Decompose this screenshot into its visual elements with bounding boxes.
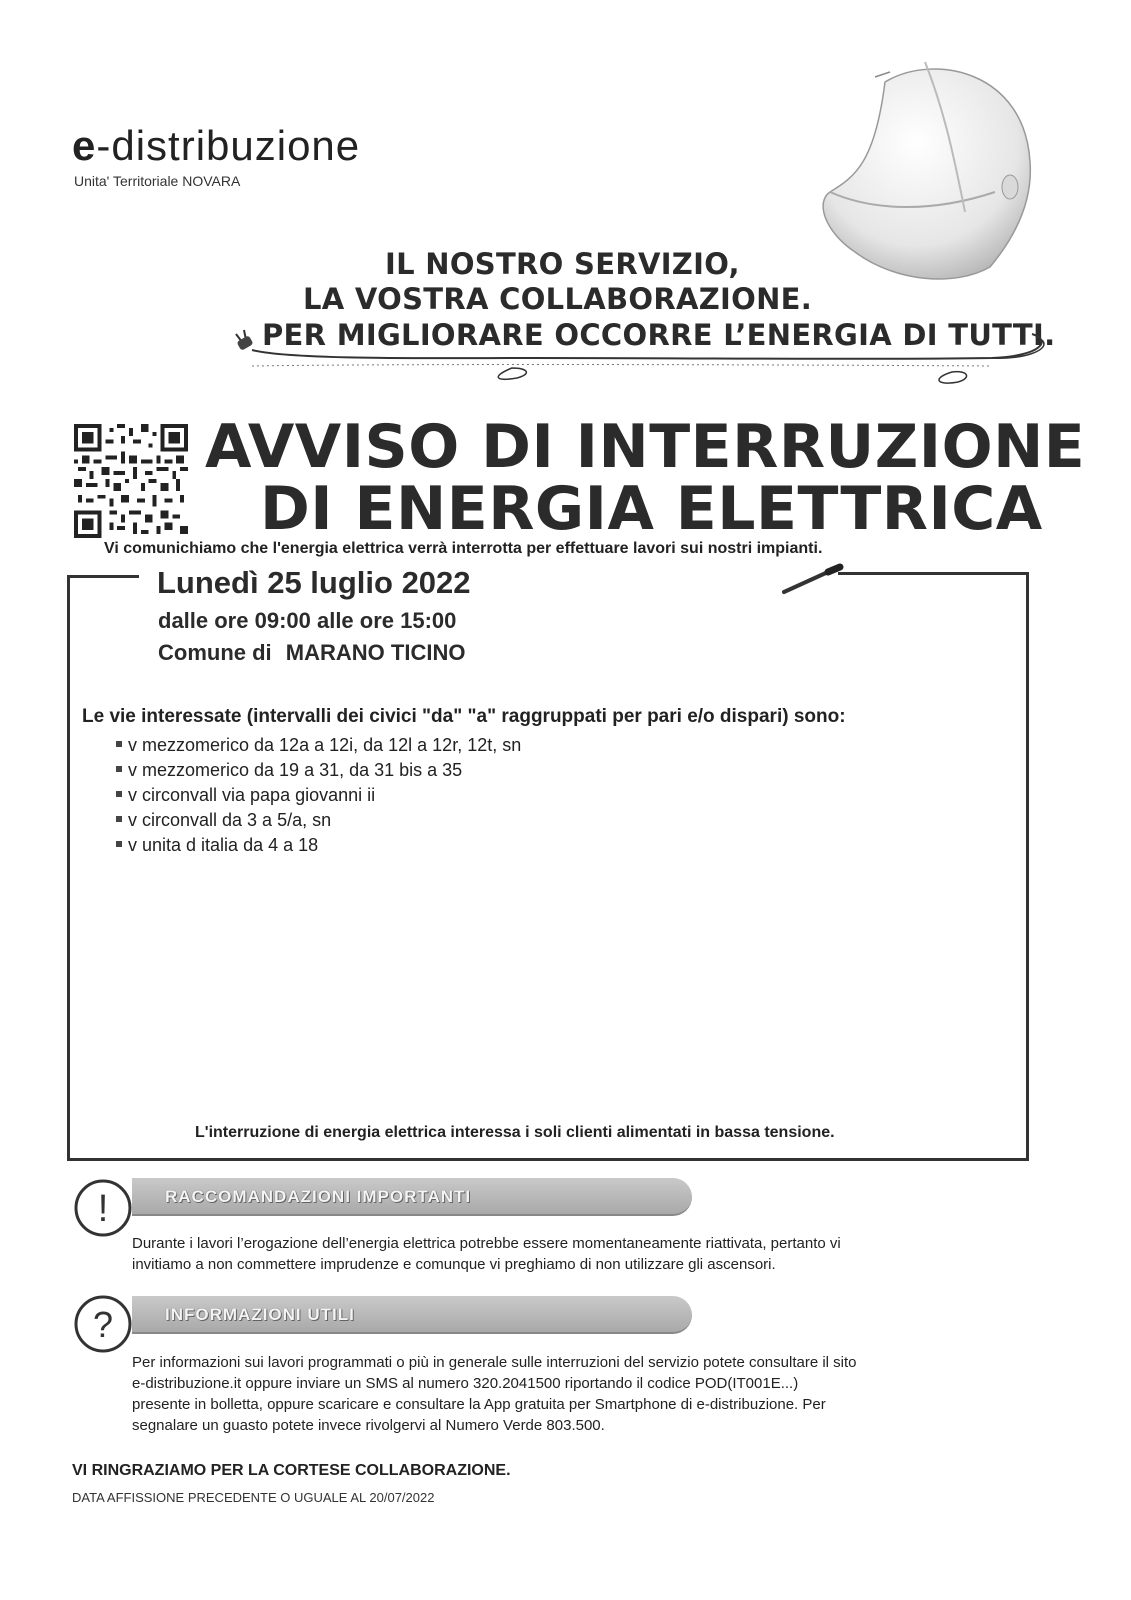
bullet-icon (116, 841, 122, 847)
logo-mark: e (72, 122, 97, 169)
exclamation-icon (72, 1177, 134, 1239)
notice-box-top-left-border (67, 575, 139, 578)
exclamation-symbol: ! (97, 1188, 109, 1230)
bullet-icon (116, 766, 122, 772)
thanks-text: VI RINGRAZIAMO PER LA CORTESE COLLABORAZIONE. (72, 1462, 511, 1479)
recommendations-title: RACCOMANDAZIONI IMPORTANTI (165, 1187, 472, 1206)
slogan-line-3: PER MIGLIORARE OCCORRE L’ENERGIA DI TUTTI. (262, 318, 1056, 352)
bullet-icon (116, 791, 122, 797)
streets-list (116, 733, 521, 858)
list-item: v circonvall da 3 a 5/a, sn (116, 808, 521, 833)
comune-name: MARANO TICINO (285, 640, 466, 665)
helmet-illustration (815, 52, 1045, 287)
low-voltage-note: L'interruzione di energia elettrica interessa i soli clienti alimentati in bassa tensione. (195, 1124, 835, 1141)
list-item: v mezzomerico da 19 a 31, da 31 bis a 35 (116, 758, 521, 783)
streets-heading: Le vie interessate (intervalli dei civici "da" "a" raggruppati per pari e/o dispari) sono: (82, 706, 846, 727)
notice-box-top-right-border (838, 572, 1029, 575)
comune-label: Comune di (158, 640, 272, 665)
title-line-1: AVVISO DI INTERRUZIONE (205, 412, 1086, 482)
list-item: v mezzomerico da 12a a 12i, da 12l a 12r, 12t, sn (116, 733, 521, 758)
screwdriver-icon (780, 560, 850, 600)
posting-date: DATA AFFISSIONE PRECEDENTE O UGUALE AL 20/07/2022 (72, 1490, 435, 1505)
list-item: v circonvall via papa giovanni ii (116, 783, 521, 808)
interruption-date: Lunedì 25 luglio 2022 (157, 565, 471, 600)
list-item: v unita d italia da 4 a 18 (116, 833, 521, 858)
brand-logo (72, 122, 360, 170)
territorial-unit: Unita' Territoriale NOVARA (74, 173, 241, 189)
slogan-line-2: LA VOSTRA COLLABORAZIONE. (303, 282, 813, 316)
qr-code-icon (74, 424, 188, 538)
logo-text: -distribuzione (96, 122, 361, 169)
info-title: INFORMAZIONI UTILI (165, 1305, 355, 1324)
bullet-icon (116, 816, 122, 822)
title-line-2: DI ENERGIA ELETTRICA (260, 474, 1043, 544)
comune (158, 640, 465, 666)
question-symbol: ? (92, 1304, 114, 1345)
bullet-icon (116, 741, 122, 747)
recommendations-text: Durante i lavori l’erogazione dell’energia elettrica potrebbe essere momentaneamente riattivata, pertanto vi invitiamo a non commettere imprudenze e comunque vi preghiamo di non utilizzare gli ascensori. (132, 1235, 841, 1273)
slogan-line-1: IL NOSTRO SERVIZIO, (385, 247, 740, 281)
intro-text: Vi comunichiamo che l'energia elettrica verrà interrotta per effettuare lavori sui nostri impianti. (104, 540, 823, 557)
question-icon (72, 1293, 134, 1355)
plug-icon (232, 320, 1072, 400)
interruption-hours: dalle ore 09:00 alle ore 15:00 (158, 608, 457, 633)
info-text: Per informazioni sui lavori programmati o più in generale sulle interruzioni del servizio potete consultare il sito e-distribuzione.it oppure inviare un SMS al numero 320.2041500 riportando il codice POD(IT001E...) presente in bolletta, oppure scaricare e consultare la App gratuita per Smartphone di e-distribuzione. Per segnalare un guasto potete invece rivolgervi al Numero Verde 803.500. (132, 1354, 857, 1434)
